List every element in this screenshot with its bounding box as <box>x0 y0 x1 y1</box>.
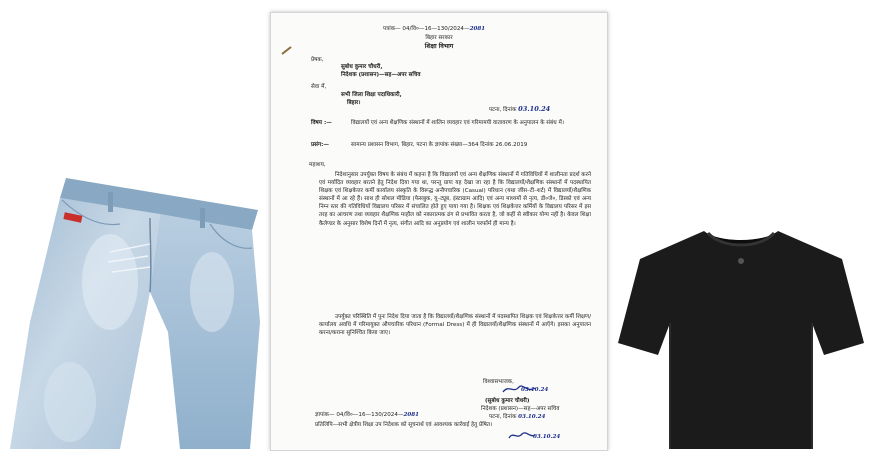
body-paragraph-1 <box>319 171 591 228</box>
memo-date-label: पटना, दिनांक <box>489 414 517 420</box>
recipient-state: बिहार। <box>347 100 361 106</box>
government-letter <box>270 12 608 451</box>
memo-reference <box>315 411 419 419</box>
date-handwritten: 03.10.24 <box>518 105 551 113</box>
date-label: पटना, दिनांक <box>489 107 517 113</box>
memo-date-handwritten: 03.10.24 <box>518 414 546 420</box>
salutation: महाशय, <box>309 162 326 168</box>
recipient-name: सभी जिला शिक्षा पदाधिकारी, <box>341 92 402 98</box>
sender-name: सुबोध कुमार चौधरी, <box>341 64 383 70</box>
closing-title: निदेशक (प्रशासन)—सह—अपर सचिव <box>481 406 560 412</box>
gov-heading: बिहार सरकार <box>425 35 453 41</box>
reference-text: सामान्य प्रशासन विभाग, बिहार, पटना के ज्ञापांक संख्या—364 दिनांक 26.06.2019 <box>351 142 528 148</box>
closing-name: (सुबोध कुमार चौधरी) <box>485 398 530 404</box>
sender-title: निदेशक (प्रशासन)—सह—अपर सचिव <box>341 72 421 78</box>
closing-text: विश्वासभाजक, <box>483 379 514 385</box>
signature-date: 03.10.24 <box>521 387 549 393</box>
subject-label: विषय :— <box>311 120 332 126</box>
memo-ref-handwritten: 2081 <box>403 412 420 418</box>
para1-text: निदेशानुसार उपर्युक्त विषय के संबंध में कहना है कि विद्यालयों एवं अन्य शैक्षणिक संस्थानों में गतिविधियों में शालीनता प्रदर्श करने एवं मर्यादित व्यवहार बरतने हेतु निदेश दिया गया था, परन्तु प्रायः यह देखा जा रहा है कि विद्यालयों/शैक्षणिक संस्थानों में पदस्थापित शिक्षक एवं शिक्षकेत्तर कर्मी कार्यालय संस्कृति के विरूद्ध अनौपचारिक (Casual) परिधान (यथा जींस–टी–शर्ट) में विद्यालयों/शैक्षणिक संस्थानों में आ रहे हैं। साथ ही सोशल मीडिया (फेसबुक, यू–ट्यूब, इंस्टाग्राम आदि) एवं अन्य माध्यमों से नृत्य, डी०जे०, डिस्को एवं अन्य निम्न स्तर की गतिविधियाँ विद्यालय परिसर में संचालित होते हुए पाया गया है। शिक्षक एवं शिक्षकेत्तर कर्मियों के विद्यालय परिसर में इस तरह का आचरण तथा व्यवहार शैक्षणिक माहौल को नकारात्मक ढंग से प्रभावित करता है, जो कहीं से स्वीकार योग्य नहीं है। केवल शिक्षा कैलेण्डर के अनुसार विशेष दिनों में नृत्य, संगीत आदि का अनुप्रयोग एवं शालीन परफॉर्म ही मान्य है। <box>319 172 591 227</box>
body-paragraph-2 <box>319 313 591 337</box>
jeans-image <box>0 172 262 449</box>
memo-ref-number: ज्ञापांक— 04/वि०—16—130/2024— <box>315 412 404 418</box>
subject-text: विद्यालयों एवं अन्य शैक्षणिक संस्थानों में शालिन व्यवहार एवं गरिमामयी वातावरण के अनुपालन के संबंध में। <box>351 120 564 126</box>
dept-heading: शिक्षा विभाग <box>424 43 454 50</box>
ref-number: पत्रांक— 04/वि०—16—130/2024— <box>383 26 470 32</box>
ref-handwritten: 2081 <box>469 26 486 32</box>
memo-date <box>489 413 545 421</box>
from-label: प्रेषक, <box>311 57 324 63</box>
tshirt-image <box>612 225 870 449</box>
para2-text: उपर्युक्त परिस्थिति में पुनः निदेश दिया जाता है कि विद्यालयों/शैक्षणिक संस्थानों में पदस्थापित शिक्षक एवं शिक्षकेत्तर कर्मी शिक्षण/कार्यालय अवधि में गरिमायुक्त औपचारिक परिधान (Formal Dress) में ही विद्यालयों/शैक्षणिक संस्थानों में आएँगे। इसका अनुपालन करना/कराना सुनिश्चित किया जाए। <box>319 314 591 337</box>
letter-reference <box>383 25 583 33</box>
reference-label: प्रसंग:— <box>311 142 329 148</box>
pen-mark-icon <box>281 45 293 58</box>
copy-line: प्रतिलिपि—सभी क्षेत्रीय शिक्षा उप निदेशक को सूचनार्थ एवं आवश्यक कार्रवाई हेतु प्रेषित। <box>315 422 493 428</box>
to-label: सेवा में, <box>311 84 327 90</box>
letter-date <box>489 105 550 114</box>
signature-date-2: 03.10.24 <box>533 434 561 440</box>
